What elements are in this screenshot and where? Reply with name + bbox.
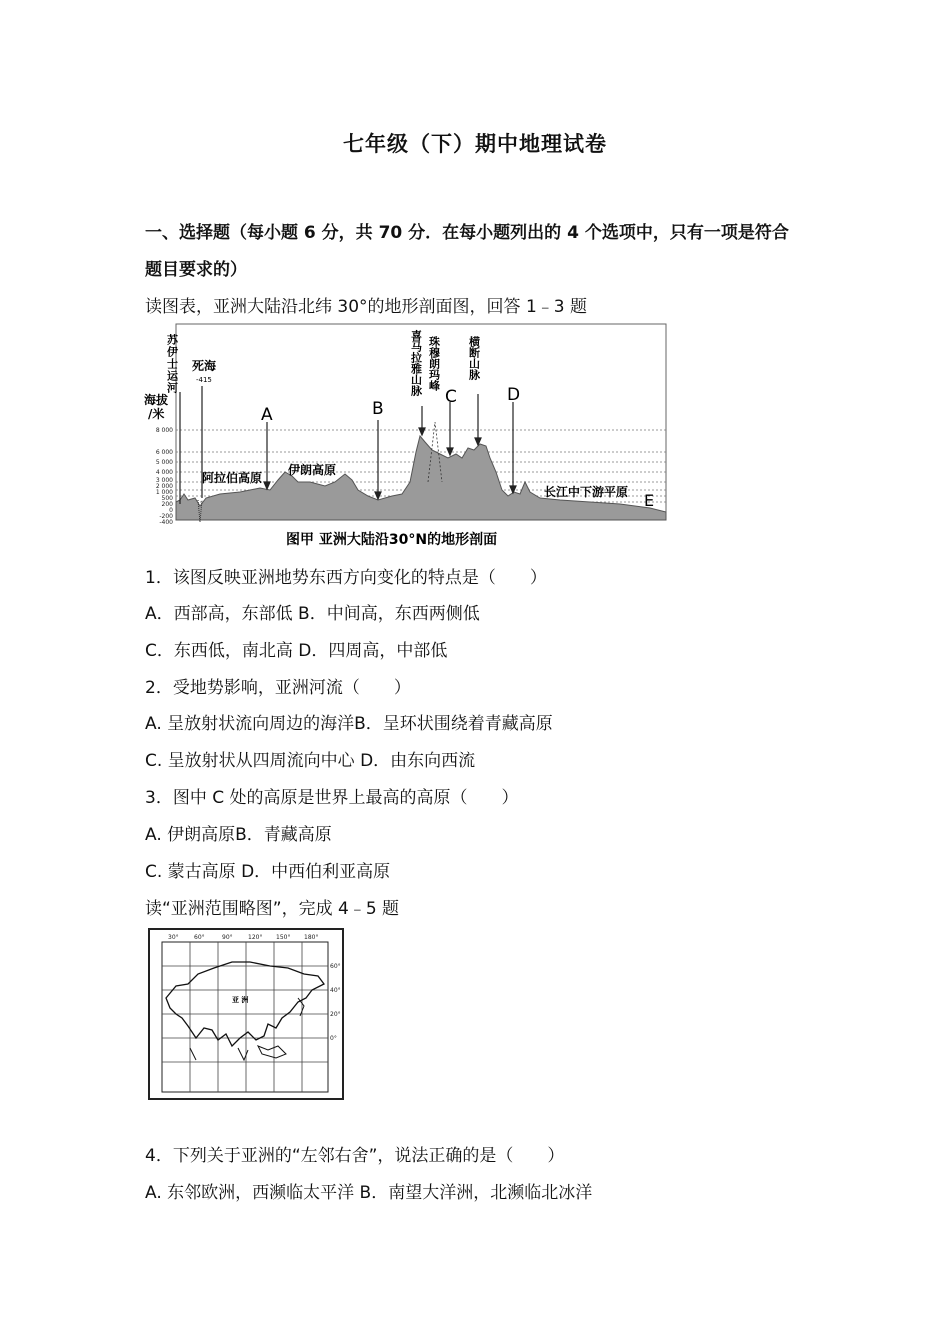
label-suez: 苏伊士运河 <box>165 334 179 394</box>
y-tick: 200 <box>161 501 173 508</box>
lon-label: 180° <box>304 934 319 941</box>
asia-label: 亚 洲 <box>232 996 249 1004</box>
lat-label: 20° <box>330 1011 341 1018</box>
y-tick: 5 000 <box>155 459 173 466</box>
page-title: 七年级（下）期中地理试卷 <box>343 132 607 156</box>
lat-label: 40° <box>330 987 341 994</box>
label-himalaya: 喜马拉雅山脉 <box>409 330 423 396</box>
question-2-options-ab: A. 呈放射状流向周边的海洋B．呈环状围绕着青藏高原 <box>145 714 553 734</box>
question-1-stem: 1．该图反映亚洲地势东西方向变化的特点是（ ） <box>145 568 547 588</box>
y-tick: 0 <box>169 507 173 514</box>
question-1-options-ab: A．西部高，东部低 B．中间高，东西两侧低 <box>145 604 480 624</box>
section-heading-line2: 题目要求的） <box>145 260 247 280</box>
terrain-profile-figure <box>140 322 672 550</box>
y-tick: 6 000 <box>155 449 173 456</box>
y-tick: 1 000 <box>155 489 173 496</box>
label-D: D <box>507 385 521 405</box>
lon-label: 60° <box>194 934 205 941</box>
label-E: E <box>644 491 655 510</box>
figure-caption: 图甲 亚洲大陆沿30°N的地形剖面 <box>286 532 498 548</box>
label-dead-sea-depth: -415 <box>196 376 212 384</box>
intro-text-1: 读图表，亚洲大陆沿北纬 30°的地形剖面图，回答 1﹣3 题 <box>145 297 587 317</box>
lat-label: 0° <box>330 1035 337 1042</box>
lon-label: 120° <box>248 934 263 941</box>
y-tick: -400 <box>159 519 173 526</box>
label-arabia: 阿拉伯高原 <box>202 471 263 485</box>
label-C: C <box>445 387 457 407</box>
intro-text-2: 读“亚洲范围略图”，完成 4﹣5 题 <box>145 899 400 919</box>
y-axis-unit: /米 <box>148 407 165 421</box>
question-3-options-ab: A. 伊朗高原B．青藏高原 <box>145 825 332 845</box>
y-tick: 3 000 <box>155 477 173 484</box>
y-axis-label: 海拔 <box>144 393 169 407</box>
label-iran: 伊朗高原 <box>288 463 337 477</box>
label-everest: 珠穆朗玛峰 <box>427 336 441 391</box>
label-dead-sea: 死海 <box>192 359 217 373</box>
question-2-options-cd: C. 呈放射状从四周流向中心 D．由东向西流 <box>145 751 476 771</box>
question-2-stem: 2．受地势影响，亚洲河流（ ） <box>145 678 411 698</box>
question-1-options-cd: C．东西低，南北高 D．四周高，中部低 <box>145 641 448 661</box>
y-tick: 4 000 <box>155 469 173 476</box>
section-heading-line1: 一、选择题（每小题 6 分，共 70 分．在每小题列出的 4 个选项中，只有一项是符合 <box>145 223 789 243</box>
question-3-options-cd: C. 蒙古高原 D．中西伯利亚高原 <box>145 862 391 882</box>
lon-label: 90° <box>222 934 233 941</box>
label-B: B <box>372 399 384 419</box>
y-tick: 500 <box>161 495 173 502</box>
y-tick: 2 000 <box>155 483 173 490</box>
lon-label: 30° <box>168 934 179 941</box>
asia-map-figure <box>148 928 344 1100</box>
question-4-stem: 4．下列关于亚洲的“左邻右舍”，说法正确的是（ ） <box>145 1146 565 1166</box>
label-hengduan: 横断山脉 <box>467 336 481 380</box>
label-A: A <box>261 405 273 425</box>
y-tick: -200 <box>159 513 173 520</box>
label-yangtze: 长江中下游平原 <box>544 485 629 499</box>
lon-label: 150° <box>276 934 291 941</box>
lat-label: 60° <box>330 963 341 970</box>
question-3-stem: 3．图中 C 处的高原是世界上最高的高原（ ） <box>145 788 519 808</box>
y-tick: 8 000 <box>155 427 173 434</box>
question-4-options-ab: A. 东邻欧洲，西濒临太平洋 B．南望大洋洲，北濒临北冰洋 <box>145 1183 593 1203</box>
